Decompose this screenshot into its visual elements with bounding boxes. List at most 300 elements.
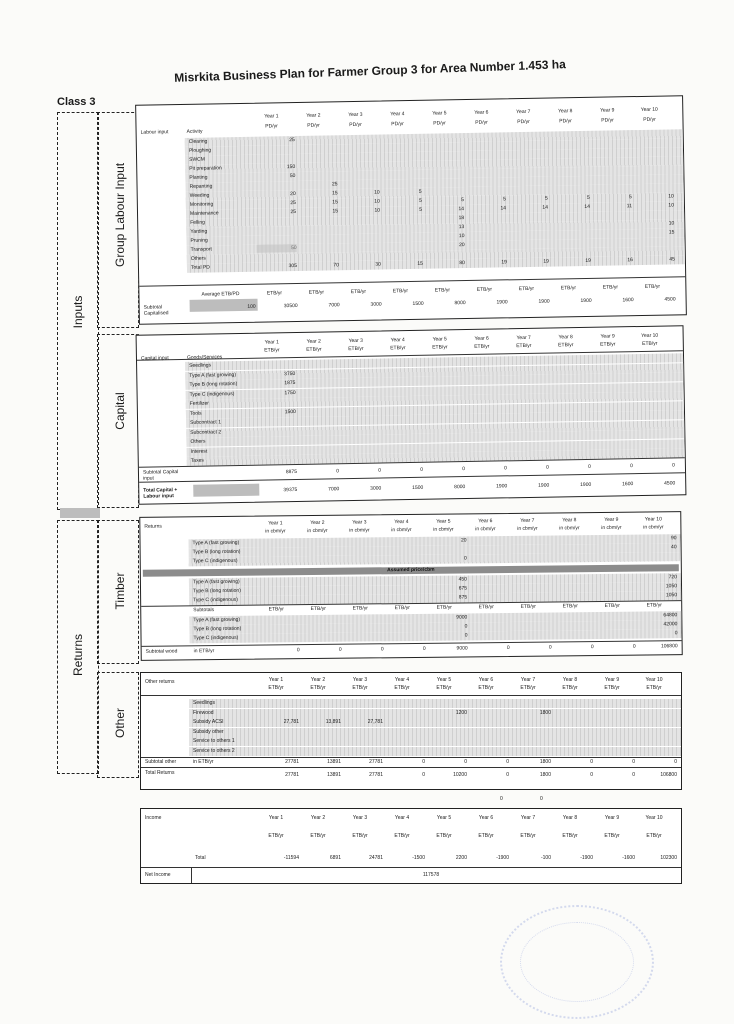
other-col1: Other returns (145, 679, 175, 685)
cell-value: 106800 (660, 643, 678, 650)
unit-header: ETB/yr (394, 833, 410, 839)
unit-header: in cbm/yr (559, 525, 580, 532)
capital-total-label: Total Capital + Labour input (143, 487, 178, 500)
etb-unit: ETB/yr (392, 288, 409, 295)
cell-value: 0 (378, 467, 382, 474)
year-header: Year 5 (432, 336, 447, 343)
year-header: Year 1 (268, 677, 284, 683)
unit-header: PD/yr (559, 118, 572, 125)
unit-header: ETB/yr (474, 343, 490, 350)
cell-value: -1900 (580, 855, 593, 861)
year-header: Year 5 (436, 815, 452, 821)
unit-header: in cbm/yr (475, 526, 496, 533)
other-value: 13,891 (325, 719, 341, 725)
goods-label: Type A (fast growing) (189, 371, 237, 379)
cell-value: 0 (590, 759, 593, 765)
etb-unit: ETB/yr (352, 605, 368, 612)
labour-value: 25 (290, 209, 297, 216)
cell-value: 4500 (664, 480, 676, 487)
labour-value: 30 (375, 261, 381, 268)
other-divider (141, 695, 681, 696)
labour-value: 5 (628, 194, 632, 201)
unit-header: ETB/yr (646, 685, 662, 691)
unit-header: ETB/yr (352, 685, 368, 691)
unit-header: ETB/yr (432, 344, 448, 351)
timber-y10: 64800 (663, 612, 678, 619)
year-header: Year 10 (645, 815, 663, 821)
labour-value: 5 (502, 196, 506, 203)
cell-value: 0 (420, 466, 424, 473)
capital-value: 1875 (284, 380, 296, 387)
unit-header: in cbm/yr (349, 527, 370, 534)
labour-value: 15 (417, 260, 423, 267)
year-header: Year 7 (516, 108, 531, 116)
unit-header: ETB/yr (436, 685, 452, 691)
cell-value: 0 (464, 759, 467, 765)
capital-value: 1750 (284, 389, 296, 396)
unit-header: PD/yr (643, 116, 656, 123)
etb-unit: ETB/yr (308, 289, 325, 296)
year-header: Year 1 (264, 339, 279, 346)
timber-col1: Returns (144, 523, 162, 530)
capital-subtotal-label: Subtotal Capital input (142, 469, 179, 482)
labour-value: 20 (459, 242, 465, 249)
timber-type-label: Type C (indigenous) (193, 596, 238, 604)
timber-y5: 20 (460, 537, 467, 544)
capital-col1: Capital input (140, 355, 169, 362)
timber-y10: 1050 (665, 592, 678, 599)
timber-subtotals-label: Subtotals (193, 607, 215, 614)
cell-value: 0 (632, 759, 635, 765)
class-label: Class 3 (57, 96, 96, 108)
cell-value: 0 (422, 772, 425, 778)
labour-value: 5 (419, 206, 423, 213)
cell-value: 1900 (538, 298, 550, 305)
avg-value: 100 (247, 303, 256, 310)
subtotal-wood-unit: in ETB/yr (193, 648, 215, 655)
capital-col2: Goods/Services (186, 354, 223, 361)
unit-header: in cbm/yr (391, 526, 412, 534)
unit-header: ETB/yr (604, 685, 620, 691)
cell-value: 0 (546, 464, 549, 471)
unit-header: ETB/yr (306, 346, 322, 353)
other-return-label: Firewood (193, 709, 214, 716)
labour-value: 15 (332, 190, 338, 197)
cell-value: 102300 (660, 855, 677, 861)
goods-label: Tools (189, 410, 202, 417)
etb-unit: ETB/yr (350, 288, 367, 296)
timber-y10: 42000 (663, 621, 678, 628)
other-value: 27,781 (367, 719, 383, 725)
activity-label: Repanting (189, 183, 213, 190)
year-header: Year 7 (520, 815, 536, 821)
other-return-label: Service to others 1 (193, 738, 235, 744)
unit-header: PD/yr (265, 123, 278, 130)
cell-value: 1600 (622, 297, 634, 304)
etb-unit: ETB/yr (562, 603, 578, 610)
labour-value: 15 (668, 229, 675, 236)
transport-highlight (257, 244, 297, 253)
labour-value: 19 (543, 258, 549, 265)
unit-header: PD/yr (475, 119, 488, 126)
labour-col1: Labour input (140, 129, 169, 136)
cell-value: 1900 (580, 481, 592, 489)
year-header: Year 2 (310, 815, 326, 821)
goods-label: Interest (190, 448, 208, 455)
year-header: Year 5 (436, 518, 451, 525)
other-subtotal-label: Subtotal other (145, 759, 177, 765)
below-value-1: 0 (500, 796, 503, 802)
timber-y5: 875 (458, 594, 468, 601)
cell-value: 2200 (455, 855, 467, 861)
capital-total-box (193, 484, 259, 497)
net-income-value: 117578 (422, 872, 440, 878)
other-label: Other (113, 708, 127, 739)
official-stamp (500, 905, 654, 1019)
year-header: Year 3 (352, 815, 368, 821)
timber-y5: 675 (458, 585, 468, 592)
labour-value: 15 (332, 199, 338, 206)
cell-value: 0 (462, 466, 466, 473)
cell-value: 0 (548, 644, 552, 651)
cell-value: 0 (632, 772, 635, 778)
cell-value: 0 (630, 463, 633, 470)
unit-header: ETB/yr (520, 685, 536, 691)
labour-value: 10 (458, 233, 465, 240)
unit-header: ETB/yr (562, 833, 578, 839)
cell-value: 7000 (328, 302, 340, 309)
year-header: Year 6 (478, 815, 494, 821)
labour-value: 70 (333, 262, 340, 269)
cell-value: 1500 (412, 300, 424, 307)
inputs-label: Inputs (71, 295, 85, 329)
subtotal-wood-label: Subtotal wood (145, 648, 178, 655)
labour-value: 80 (459, 260, 465, 267)
year-header: Year 8 (562, 517, 577, 524)
cell-value: 0 (506, 759, 509, 765)
activity-label: Transport (190, 246, 212, 253)
year-header: Year 5 (432, 110, 447, 117)
cell-value: -1600 (622, 855, 635, 861)
labour-col2: Activity (186, 128, 203, 135)
cell-value: 13891 (327, 759, 341, 765)
year-header: Year 6 (474, 109, 489, 116)
year-header: Year 1 (268, 520, 283, 527)
year-header: Year 9 (604, 516, 619, 523)
goods-label: Subcontract 1 (190, 419, 222, 426)
labour-value: 20 (290, 191, 296, 198)
labour-value: 10 (668, 193, 674, 200)
cell-value: 8000 (454, 484, 466, 491)
below-value-2: 0 (540, 796, 543, 802)
etb-unit: ETB/yr (266, 290, 283, 297)
assumed-price-bar: Assumed price/cbm (143, 564, 679, 577)
goods-label: Fertilizer (189, 400, 209, 407)
cell-value: 0 (504, 465, 507, 472)
subtotal-capitalised-label: Subtotal Capitalised (143, 304, 169, 317)
cell-value: 0 (506, 644, 510, 651)
labour-value: 14 (458, 206, 465, 213)
timber-type-label: Type A (fast growing) (192, 578, 240, 586)
etb-unit: ETB/yr (394, 605, 410, 612)
unit-header: PD/yr (391, 121, 404, 128)
etb-unit: ETB/yr (478, 604, 494, 611)
activity-label: Weeding (189, 192, 210, 199)
unit-header: ETB/yr (390, 345, 406, 352)
returns-label: Returns (71, 633, 85, 677)
goods-label: Others (190, 438, 206, 445)
activity-label: Pit preparation (189, 165, 222, 172)
cell-value: 24781 (369, 855, 383, 861)
labour-value: 5 (418, 188, 422, 195)
year-header: Year 6 (478, 677, 494, 683)
unit-header: ETB/yr (646, 833, 662, 839)
unit-header: ETB/yr (268, 685, 284, 691)
labour-value: 25 (331, 181, 338, 188)
year-header: Year 4 (390, 337, 405, 344)
etb-unit: ETB/yr (436, 604, 452, 611)
goods-label: Type C (indigenous) (189, 390, 235, 398)
year-header: Year 6 (478, 518, 493, 525)
page-title: Misrkita Business Plan for Farmer Group 3 for Area Number 1.453 ha (174, 57, 566, 85)
cell-value: 1600 (622, 481, 634, 488)
etb-unit: ETB/yr (602, 284, 619, 291)
timber-type-label: Type A (fast growing) (192, 539, 240, 547)
capital-value: 1500 (284, 408, 296, 415)
cell-value: 0 (588, 463, 591, 470)
cell-value: 0 (590, 644, 594, 651)
unit-header: PD/yr (433, 120, 446, 127)
unit-header: ETB/yr (348, 345, 364, 353)
labour-value: 5 (544, 195, 548, 202)
unit-header: in cbm/yr (307, 527, 328, 535)
activity-label: Others (190, 255, 206, 262)
timber-y5: 450 (458, 576, 467, 583)
labour-value: 18 (458, 215, 465, 222)
other-row (189, 699, 681, 708)
activity-label: Maintenance (189, 210, 219, 217)
goods-label: Seedlings (189, 362, 212, 369)
cell-value: 0 (632, 643, 636, 650)
cell-value: -1900 (496, 855, 509, 861)
other-value: 1200 (455, 709, 467, 716)
cell-value: 6891 (329, 855, 341, 861)
year-header: Year 8 (558, 108, 573, 115)
other-value: 27,781 (283, 719, 299, 725)
year-header: Year 9 (600, 107, 615, 114)
cell-value: 27781 (285, 772, 299, 778)
labour-value: 45 (669, 256, 675, 263)
cell-value: 30500 (283, 302, 298, 310)
timber-y10: 1050 (665, 583, 678, 590)
year-header: Year 8 (562, 677, 578, 683)
labour-value: 11 (626, 203, 633, 210)
cell-value: 1800 (539, 772, 551, 778)
labour-value: 14 (500, 205, 507, 212)
other-subtotal-unit: in ETB/yr (193, 759, 214, 765)
timber-type-label: Type C (indigenous) (193, 634, 239, 642)
cell-value: 0 (338, 646, 342, 653)
year-header: Year 8 (562, 815, 578, 821)
labour-value: 305 (288, 262, 298, 270)
cell-value: 106800 (660, 772, 677, 778)
labour-value: 50 (289, 173, 296, 180)
goods-label: Type B (long rotation) (189, 381, 238, 388)
year-header: Year 2 (306, 112, 321, 119)
labour-value: 14 (584, 203, 591, 210)
cell-value: 4500 (664, 296, 676, 303)
cell-value: 1800 (539, 759, 551, 765)
cell-value: 7000 (328, 486, 340, 493)
capital-table (136, 325, 687, 505)
labour-value: 10 (668, 202, 675, 209)
labour-value: 5 (419, 197, 422, 204)
labour-value: 10 (668, 220, 675, 227)
year-header: Year 2 (310, 519, 325, 527)
timber-type-label: Type B (long rotation) (193, 625, 242, 633)
other-row (189, 737, 681, 746)
group-labour-label: Group Labour Input (113, 162, 127, 267)
year-header: Year 1 (268, 815, 284, 821)
cell-value: 0 (674, 759, 677, 765)
unit-header: ETB/yr (558, 342, 574, 349)
avg-label: Average ETB/PD (201, 291, 240, 298)
unit-header: ETB/yr (520, 833, 536, 839)
goods-label: Taxes (190, 457, 204, 464)
unit-header: PD/yr (601, 117, 614, 124)
etb-unit: ETB/yr (520, 603, 536, 610)
unit-header: ETB/yr (604, 833, 620, 839)
labour-value: 19 (501, 259, 507, 266)
other-total-divider (141, 767, 681, 768)
etb-unit: ETB/yr (476, 286, 493, 293)
cell-value: 27781 (285, 759, 299, 765)
other-return-label: Subsidy ACSI (193, 719, 224, 725)
year-header: Year 7 (516, 334, 531, 342)
total-returns-label: Total Returns (145, 770, 175, 776)
unit-header: ETB/yr (268, 833, 284, 839)
timber-y5: 0 (464, 632, 468, 639)
income-divider (141, 867, 681, 868)
other-row (189, 747, 681, 756)
timber-y10: 0 (674, 630, 678, 637)
year-header: Year 9 (604, 677, 620, 683)
labour-value: 10 (374, 207, 381, 214)
activity-label: Planting (189, 174, 208, 181)
activity-label: SWCM (189, 156, 205, 163)
unit-header: ETB/yr (310, 833, 326, 839)
labour-value: 10 (374, 189, 380, 196)
income-col1: Income (145, 815, 162, 821)
year-header: Year 3 (348, 111, 363, 119)
timber-table (139, 511, 682, 661)
income-total-label: Total (195, 855, 206, 861)
unit-header: ETB/yr (394, 685, 410, 691)
unit-header: ETB/yr (562, 685, 578, 691)
other-value: 1800 (539, 709, 551, 716)
timber-y10: 40 (671, 544, 677, 551)
unit-header: ETB/yr (516, 342, 532, 350)
cell-value: 39375 (283, 486, 298, 494)
activity-label: Pruning (190, 237, 208, 244)
cell-value: 0 (336, 468, 340, 475)
activity-label: Clearing (188, 138, 208, 145)
year-header: Year 7 (520, 677, 536, 683)
cell-value: 0 (590, 772, 593, 778)
etb-unit: ETB/yr (518, 285, 535, 293)
unit-header: ETB/yr (478, 833, 494, 839)
cell-value: 1900 (580, 297, 592, 305)
timber-y5: 0 (464, 623, 468, 630)
unit-header: in cbm/yr (265, 528, 286, 535)
unit-header: PD/yr (517, 118, 530, 126)
year-header: Year 9 (604, 815, 620, 821)
timber-type-label: Type B (long rotation) (192, 548, 241, 556)
cell-value: 0 (296, 647, 300, 654)
labour-value: 150 (286, 164, 296, 171)
labour-value: 19 (585, 257, 591, 264)
year-header: Year 1 (264, 113, 279, 120)
timber-type-label: Type A (fast growing) (193, 616, 241, 624)
cell-value: 27781 (369, 772, 383, 778)
cell-value: 27781 (369, 759, 383, 765)
year-header: Year 5 (436, 677, 452, 683)
cell-value: 1900 (538, 482, 550, 489)
unit-header: ETB/yr (600, 341, 616, 348)
labour-value: 13 (458, 224, 465, 231)
labour-value: 5 (461, 197, 464, 204)
cell-value: 9000 (456, 645, 468, 652)
cell-value: 1900 (496, 483, 508, 490)
other-sub-divider (141, 757, 681, 758)
cell-value: 0 (422, 759, 425, 765)
cell-value: 3000 (370, 485, 382, 492)
year-header: Year 10 (644, 516, 662, 523)
year-header: Year 4 (394, 677, 410, 683)
activity-label: Yarding (190, 228, 208, 235)
unit-header: in cbm/yr (601, 524, 622, 532)
year-header: Year 3 (348, 337, 363, 345)
cell-value: 13891 (327, 772, 341, 778)
year-header: Year 10 (640, 106, 658, 113)
year-header: Year 8 (558, 334, 573, 341)
year-header: Year 2 (306, 338, 321, 345)
timber-type-label: Type C (indigenous) (192, 557, 238, 565)
net-divider (191, 867, 192, 883)
cell-value: 8875 (285, 468, 298, 476)
timber-y10: 720 (668, 574, 677, 581)
cell-value: 0 (380, 646, 384, 653)
unit-header: ETB/yr (352, 833, 368, 839)
etb-unit: ETB/yr (644, 283, 661, 290)
unit-header: ETB/yr (642, 340, 658, 347)
capital-label: Capital (113, 392, 127, 430)
unit-header: ETB/yr (264, 347, 280, 354)
cell-value: 0 (672, 462, 675, 469)
activity-label: Total PD (190, 264, 210, 271)
year-header: Year 3 (352, 677, 368, 683)
labour-value: 5 (586, 194, 590, 201)
labour-value: 14 (542, 204, 549, 211)
etb-unit: ETB/yr (604, 602, 620, 609)
unit-header: in cbm/yr (517, 525, 538, 532)
cell-value: 10200 (453, 772, 467, 778)
unit-header: in cbm/yr (643, 524, 664, 531)
net-income-label: Net Income (145, 872, 171, 878)
unit-header: PD/yr (307, 122, 320, 129)
activity-label: Felling (190, 219, 205, 226)
activity-label: Monitoring (189, 201, 214, 208)
